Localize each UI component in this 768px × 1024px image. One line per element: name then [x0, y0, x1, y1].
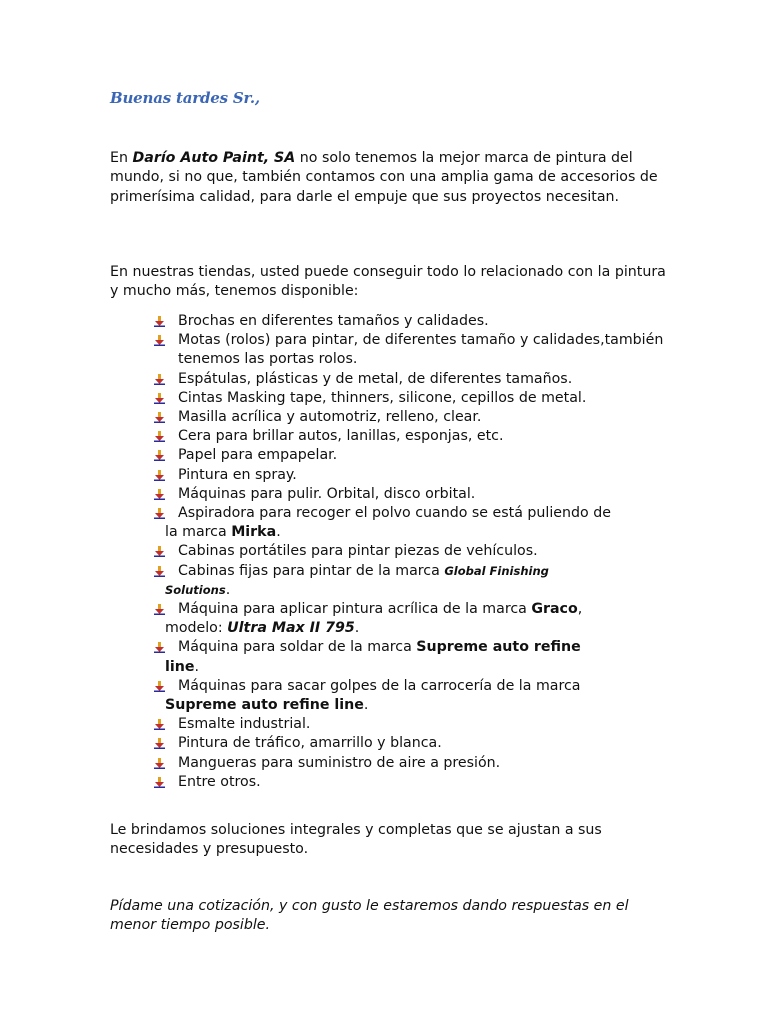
list-item: Pintura de tráfico, amarrillo y blanca.: [152, 734, 672, 753]
solutions-paragraph: Le brindamos soluciones integrales y completas que se ajustan a sus necesidades y presupuesto.: [110, 822, 602, 858]
intro-paragraph: [110, 149, 670, 207]
down-arrow-bullet-icon: [154, 738, 165, 749]
list-item: Entre otros.: [152, 773, 672, 792]
down-arrow-bullet-icon: [154, 316, 165, 327]
down-arrow-bullet-icon: [154, 374, 165, 385]
list-item: Brochas en diferentes tamaños y calidades.: [152, 312, 672, 331]
down-arrow-bullet-icon: [154, 470, 165, 481]
brand-supreme: Supreme auto refine line: [165, 697, 364, 714]
down-arrow-bullet-icon: [154, 758, 165, 769]
list-item: Cabinas portátiles para pintar piezas de vehículos.: [152, 542, 672, 561]
list-item: Motas (rolos) para pintar, de diferentes tamaño y calidades,también tenemos las portas rolos.: [152, 331, 672, 369]
down-arrow-bullet-icon: [154, 393, 165, 404]
model-ultra-max: Ultra Max II 795: [227, 620, 355, 637]
company-name: Darío Auto Paint, SA: [132, 150, 296, 166]
list-item: Cera para brillar autos, lanillas, esponjas, etc.: [152, 427, 672, 446]
down-arrow-bullet-icon: [154, 566, 165, 577]
down-arrow-bullet-icon: [154, 450, 165, 461]
list-item: Aspiradora para recoger el polvo cuando se está puliendo de la marca Mirka.: [152, 504, 672, 542]
list-item: Máquina para soldar de la marca Supreme auto refine line.: [152, 638, 672, 676]
list-item: Cabinas fijas para pintar de la marca Global Finishing Solutions.: [152, 562, 672, 600]
list-item: Esmalte industrial.: [152, 715, 672, 734]
list-item: Espátulas, plásticas y de metal, de diferentes tamaños.: [152, 370, 672, 389]
down-arrow-bullet-icon: [154, 508, 165, 519]
down-arrow-bullet-icon: [154, 681, 165, 692]
down-arrow-bullet-icon: [154, 642, 165, 653]
down-arrow-bullet-icon: [154, 604, 165, 615]
list-item: Masilla acrílica y automotriz, relleno, clear.: [152, 408, 672, 427]
product-list: [152, 312, 672, 792]
brand-mirka: Mirka: [231, 524, 277, 541]
list-item: Máquina para aplicar pintura acrílica de la marca Graco, modelo: Ultra Max II 795.: [152, 600, 672, 638]
greeting-heading: Buenas tardes Sr.,: [110, 89, 260, 107]
down-arrow-bullet-icon: [154, 777, 165, 788]
brand-global-finishing: Global Finishing: [444, 563, 549, 578]
intro-text-rest: no solo tenemos la mejor marca de pintura del mundo, si no que, también contamos con una amplia gama de accesorios de primerísima calidad, para darle el empuje que sus proyectos necesitan.: [110, 150, 658, 205]
brand-supreme: Supreme auto refine: [416, 639, 581, 656]
list-item: Máquinas para sacar golpes de la carrocería de la marca Supreme auto refine line.: [152, 677, 672, 715]
list-item: Papel para empapelar.: [152, 446, 672, 465]
stores-paragraph: En nuestras tiendas, usted puede conseguir todo lo relacionado con la pintura y mucho más, tenemos disponible:: [110, 264, 666, 300]
down-arrow-bullet-icon: [154, 719, 165, 730]
intro-text: En: [110, 150, 133, 166]
down-arrow-bullet-icon: [154, 335, 165, 346]
list-item: Mangueras para suministro de aire a presión.: [152, 754, 672, 773]
list-item: Máquinas para pulir. Orbital, disco orbital.: [152, 485, 672, 504]
brand-graco: Graco: [531, 601, 578, 618]
list-item: Cintas Masking tape, thinners, silicone, cepillos de metal.: [152, 389, 672, 408]
down-arrow-bullet-icon: [154, 431, 165, 442]
brand-solutions: Solutions: [165, 582, 226, 597]
list-item: Pintura en spray.: [152, 466, 672, 485]
down-arrow-bullet-icon: [154, 546, 165, 557]
closing-paragraph: Pídame una cotización, y con gusto le estaremos dando respuestas en el menor tiempo posible.: [110, 898, 629, 934]
down-arrow-bullet-icon: [154, 412, 165, 423]
down-arrow-bullet-icon: [154, 489, 165, 500]
